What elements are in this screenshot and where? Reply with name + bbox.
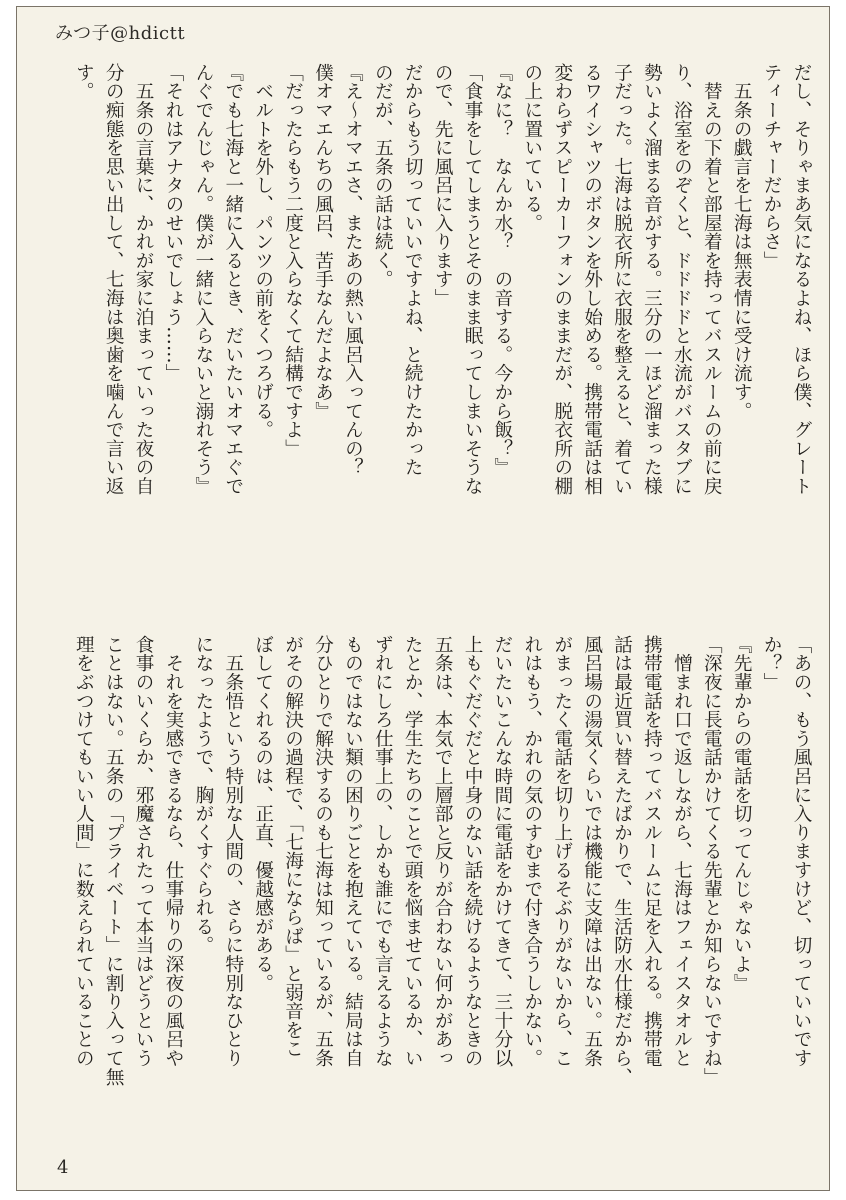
text-line: 僕オマエんちの風呂、苦手なんだよなあ』 <box>312 63 334 421</box>
text-line: 憎まれ口で返しながら、七海はフェイスタオルと <box>671 635 693 1068</box>
text-line: か？」 <box>761 635 783 692</box>
text-line: んぐでんじゃん。僕が一緒に入らないと溺れそう』 <box>192 63 214 496</box>
text-line: ティーチャーだからさ」 <box>761 63 783 270</box>
text-line: のだが、五条の話は続く。 <box>372 63 394 289</box>
text-line: だいたいこんな時間に電話をかけてきて、三十分以 <box>491 635 513 1068</box>
text-line: 食事のいくらか、邪魔されたって本当はどうという <box>133 635 155 1068</box>
text-line: れはもう、かれの気のすむまで付き合うしかない。 <box>521 635 543 1068</box>
text-line: 五条の言葉に、かれが家に泊まっていった夜の自 <box>133 63 155 496</box>
text-line: 五条は、本気で上層部と反りが合わない何かがあっ <box>432 635 454 1068</box>
text-line: がその解決の過程で、「七海にならば」と弱音をこ <box>282 635 304 1059</box>
text-line: 『先輩からの電話を切ってんじゃないよ』 <box>731 635 753 993</box>
text-line: 子だった。七海は脱衣所に衣服を整えると、着てい <box>611 63 633 496</box>
manuscript-page <box>16 6 830 1191</box>
upper-text-block <box>68 63 816 583</box>
text-line: 勢いよく溜まる音がする。三分の一ほど溜まった様 <box>641 63 663 496</box>
text-line: ことはない。五条の「プライベート」に割り入って無 <box>103 635 125 1087</box>
text-line: 五条の戯言を七海は無表情に受け流す。 <box>731 63 753 421</box>
lower-text-block <box>68 635 816 1140</box>
page-number: 4 <box>57 1157 69 1178</box>
text-line: 話は最近買い替えたばかりで、生活防水仕様だから、 <box>611 635 633 1087</box>
text-line: るワイシャツのボタンを外し始める。携帯電話は相 <box>581 63 603 496</box>
text-line: 携帯電話を持ってバスルームに足を入れる。携帯電 <box>641 635 663 1068</box>
author-header: みつ子@hdictt <box>55 23 186 44</box>
text-line: す。 <box>73 63 95 101</box>
text-line: ものではない類の困りごとを抱えている。結局は自 <box>342 635 364 1068</box>
text-line: 「あの、もう風呂に入りますけど、切っていいです <box>791 635 812 1068</box>
text-line: それを実感できるなら、仕事帰りの深夜の風呂や <box>162 635 184 1068</box>
text-line: 替えの下着と部屋着を持ってバスルームの前に戻 <box>701 63 723 496</box>
text-line: 風呂場の湯気くらいでは機能に支障は出ない。五条 <box>581 635 603 1068</box>
text-line: ぼしてくれるのは、正直、優越感がある。 <box>252 635 274 993</box>
text-line: り、浴室をのぞくと、ドドドドと水流がバスタブに <box>671 63 693 496</box>
text-line: になったようで、胸がくすぐられる。 <box>192 635 214 955</box>
text-line: 上もぐだぐだと中身のない話を続けるようなときの <box>462 635 484 1068</box>
text-line: 「それはアナタのせいでしょう……」 <box>162 63 184 383</box>
text-line: だし、そりゃまあ気になるよね、ほら僕、グレート <box>791 63 812 496</box>
text-line: 『え～オマエさ、またあの熱い風呂入ってんの？ <box>342 63 364 477</box>
text-line: 『でも七海と一緒に入るとき、だいたいオマエぐで <box>222 63 244 496</box>
text-line: ずれにしろ仕事上の、しかも誰にでも言えるような <box>372 635 394 1068</box>
text-line: 『なに？ なんか水？ の音する。今から飯？』 <box>491 63 513 477</box>
text-line: の上に置いている。 <box>521 63 543 233</box>
text-line: ので、先に風呂に入ります」 <box>432 63 454 308</box>
text-line: だからもう切っていいですよね、と続けたかった <box>402 63 424 477</box>
text-line: 五条悟という特別な人間の、さらに特別なひとり <box>222 635 244 1068</box>
text-line: ベルトを外し、パンツの前をくつろげる。 <box>252 63 274 439</box>
text-line: たとか、学生たちのことで頭を悩ませているか、い <box>402 635 424 1068</box>
text-line: 変わらずスピーカーフォンのままだが、脱衣所の棚 <box>551 63 573 496</box>
text-line: 「だったらもう二度と入らなくて結構ですよ」 <box>282 63 304 458</box>
text-line: 理をぶつけてもいい人間」に数えられていることの <box>73 635 95 1068</box>
text-line: 「食事をしてしまうとそのまま眠ってしまいそうな <box>462 63 484 496</box>
text-line: がまったく電話を切り上げるそぶりがないから、こ <box>551 635 573 1068</box>
text-line: 「深夜に長電話かけてくる先輩とか知らないですね」 <box>701 635 723 1087</box>
text-line: 分の痴態を思い出して、七海は奥歯を噛んで言い返 <box>103 63 125 496</box>
text-line: 分ひとりで解決するのも七海は知っているが、五条 <box>312 635 334 1068</box>
